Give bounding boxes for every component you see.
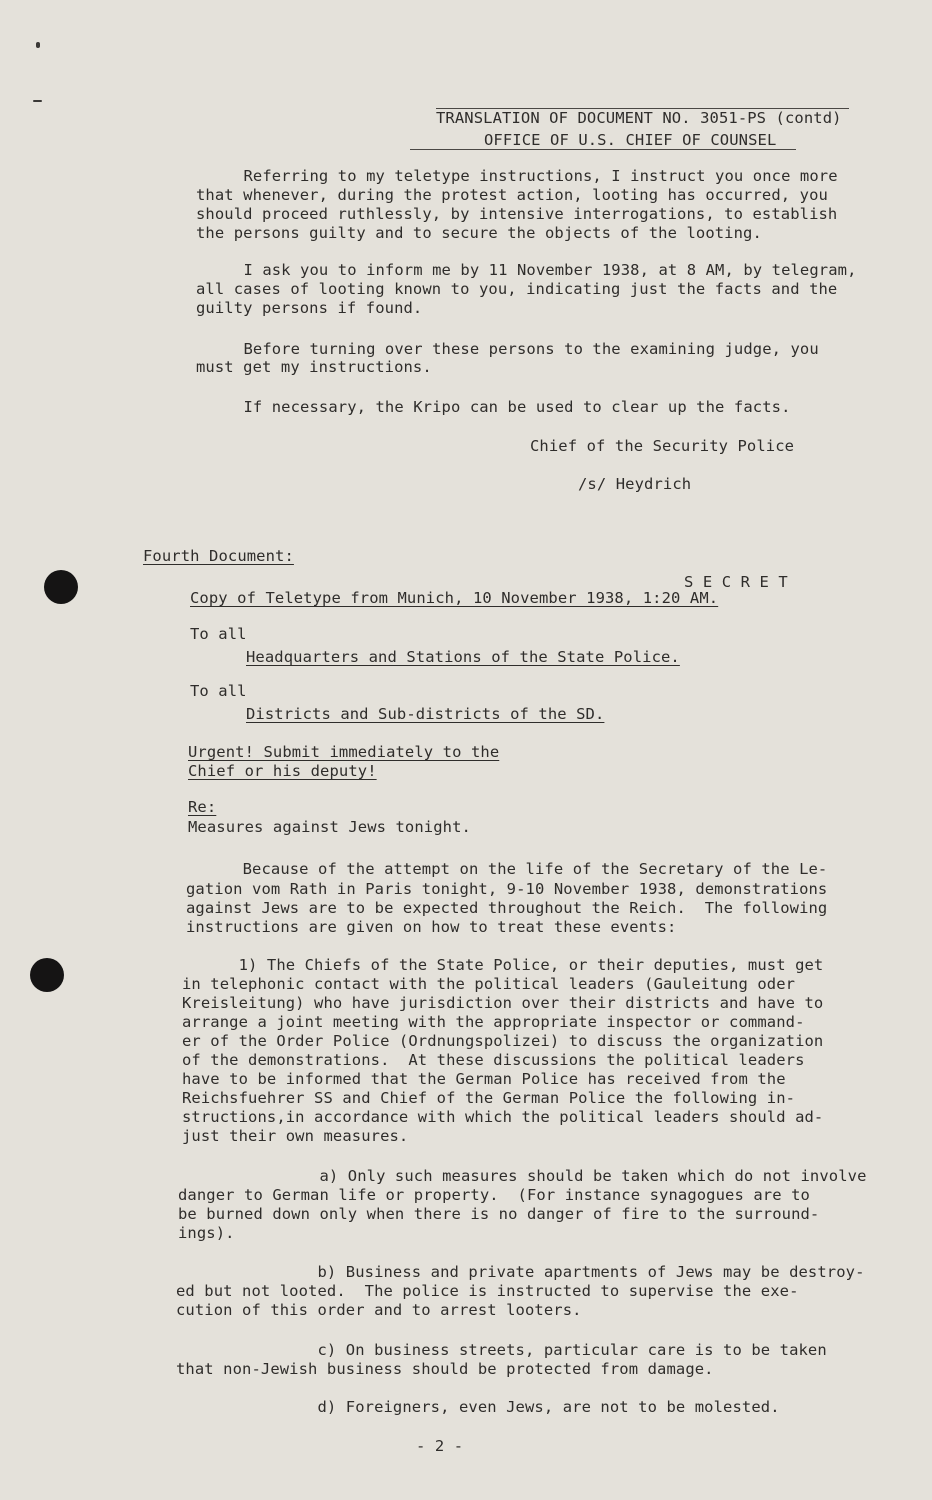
subject-line: Measures against Jews tonight. — [188, 818, 471, 836]
teletype-copy-line: Copy of Teletype from Munich, 10 November 1938, 1:20 AM. — [190, 589, 719, 607]
addressee-sd-districts: Districts and Sub-districts of the SD. — [246, 705, 605, 723]
to-all-label: To all — [190, 682, 247, 700]
signature-name: /s/ Heydrich — [578, 475, 692, 493]
addressee-state-police: Headquarters and Stations of the State Police. — [246, 648, 680, 666]
fourth-document-heading: Fourth Document: — [143, 547, 294, 565]
urgent-notice-cont: Chief or his deputy! — [188, 762, 377, 780]
paper-speck — [36, 42, 40, 48]
binder-hole — [30, 958, 64, 992]
to-all-label: To all — [190, 625, 247, 643]
paper-speck — [33, 100, 42, 102]
document-page: TRANSLATION OF DOCUMENT NO. 3051-PS (contd) OFFICE OF U.S. CHIEF OF COUNSEL Referring to my teletype instructions, I instruct you once more that whenever, during the protest action, looting has occurred, you should proceed ruthlessly, by intensive interrogations, to establish the persons guilty and to secure the objects of the looting. I ask you to inform me by 11 November 1938, at 8 AM, by telegram, all cases of looting known to you, indicating just the facts and the guilty persons if found. Before turning over these persons to the examining judge, you must get my instructions. If necessary, the Kripo can be used to clear up the facts. Chief of the Security Police /s/ Heydrich Fourth Document: S E C R E T Copy of Teletype from Munich, 10 November 1938, 1:20 AM. To all Headquarters and Stations of the State Police. To all Districts and Sub-districts of the SD. Urgent! Submit immediately to the Chief or his deputy! Re: Measures against Jews tonight. Because of the attempt on the life of the Secretary of the Le- gation vom Rath in Paris tonight, 9-10 November 1938, demonstrations against Jews are to be expected throughout the Reich. The following instructions are given on how to treat these events: 1) The Chiefs of the State Police, or their deputies, must get in telephonic contact with the political leaders (Gauleitung oder Kreisleitung) who have jurisdiction over their districts and have to arrange a joint meeting with the appropriate inspector or command- er of the Order Police (Ordnungspolizei) to discuss the organization of the demonstrations. At these discussions the political leaders have to be informed that the German Police has received from the Reichsfuehrer SS and Chief of the German Police the following in- structions,in accordance with which the political leaders should ad- just their own measures. a) Only such measures should be taken which do not involve danger to German life or property. (For instance synagogues are to be burned down only when there is no danger of fire to the surround- ings). b) Business and private apartments of Jews may be destroy- ed but not looted. The police is instructed to supervise the exe- cution of this order and to arrest looters. c) On business streets, particular care is to be taken that non-Jewish business should be protected from damage. d) Foreigners, even Jews, are not to be molested. - 2 - — [0, 0, 932, 1500]
office-header: OFFICE OF U.S. CHIEF OF COUNSEL — [484, 131, 777, 149]
header-top-rule — [436, 108, 849, 109]
secret-stamp: S E C R E T — [684, 573, 788, 591]
page-number: - 2 - — [416, 1437, 464, 1455]
header-bottom-rule — [410, 149, 796, 150]
paragraph-kripo: If necessary, the Kripo can be used to clear up the facts. — [168, 398, 791, 416]
re-label: Re: — [188, 798, 217, 816]
paragraph-item-d: d) Foreigners, even Jews, are not to be molested. — [176, 1398, 780, 1416]
binder-hole — [44, 570, 78, 604]
translation-header: TRANSLATION OF DOCUMENT NO. 3051-PS (contd) — [436, 109, 842, 127]
signature-title: Chief of the Security Police — [530, 437, 795, 455]
urgent-notice: Urgent! Submit immediately to the — [188, 743, 500, 761]
